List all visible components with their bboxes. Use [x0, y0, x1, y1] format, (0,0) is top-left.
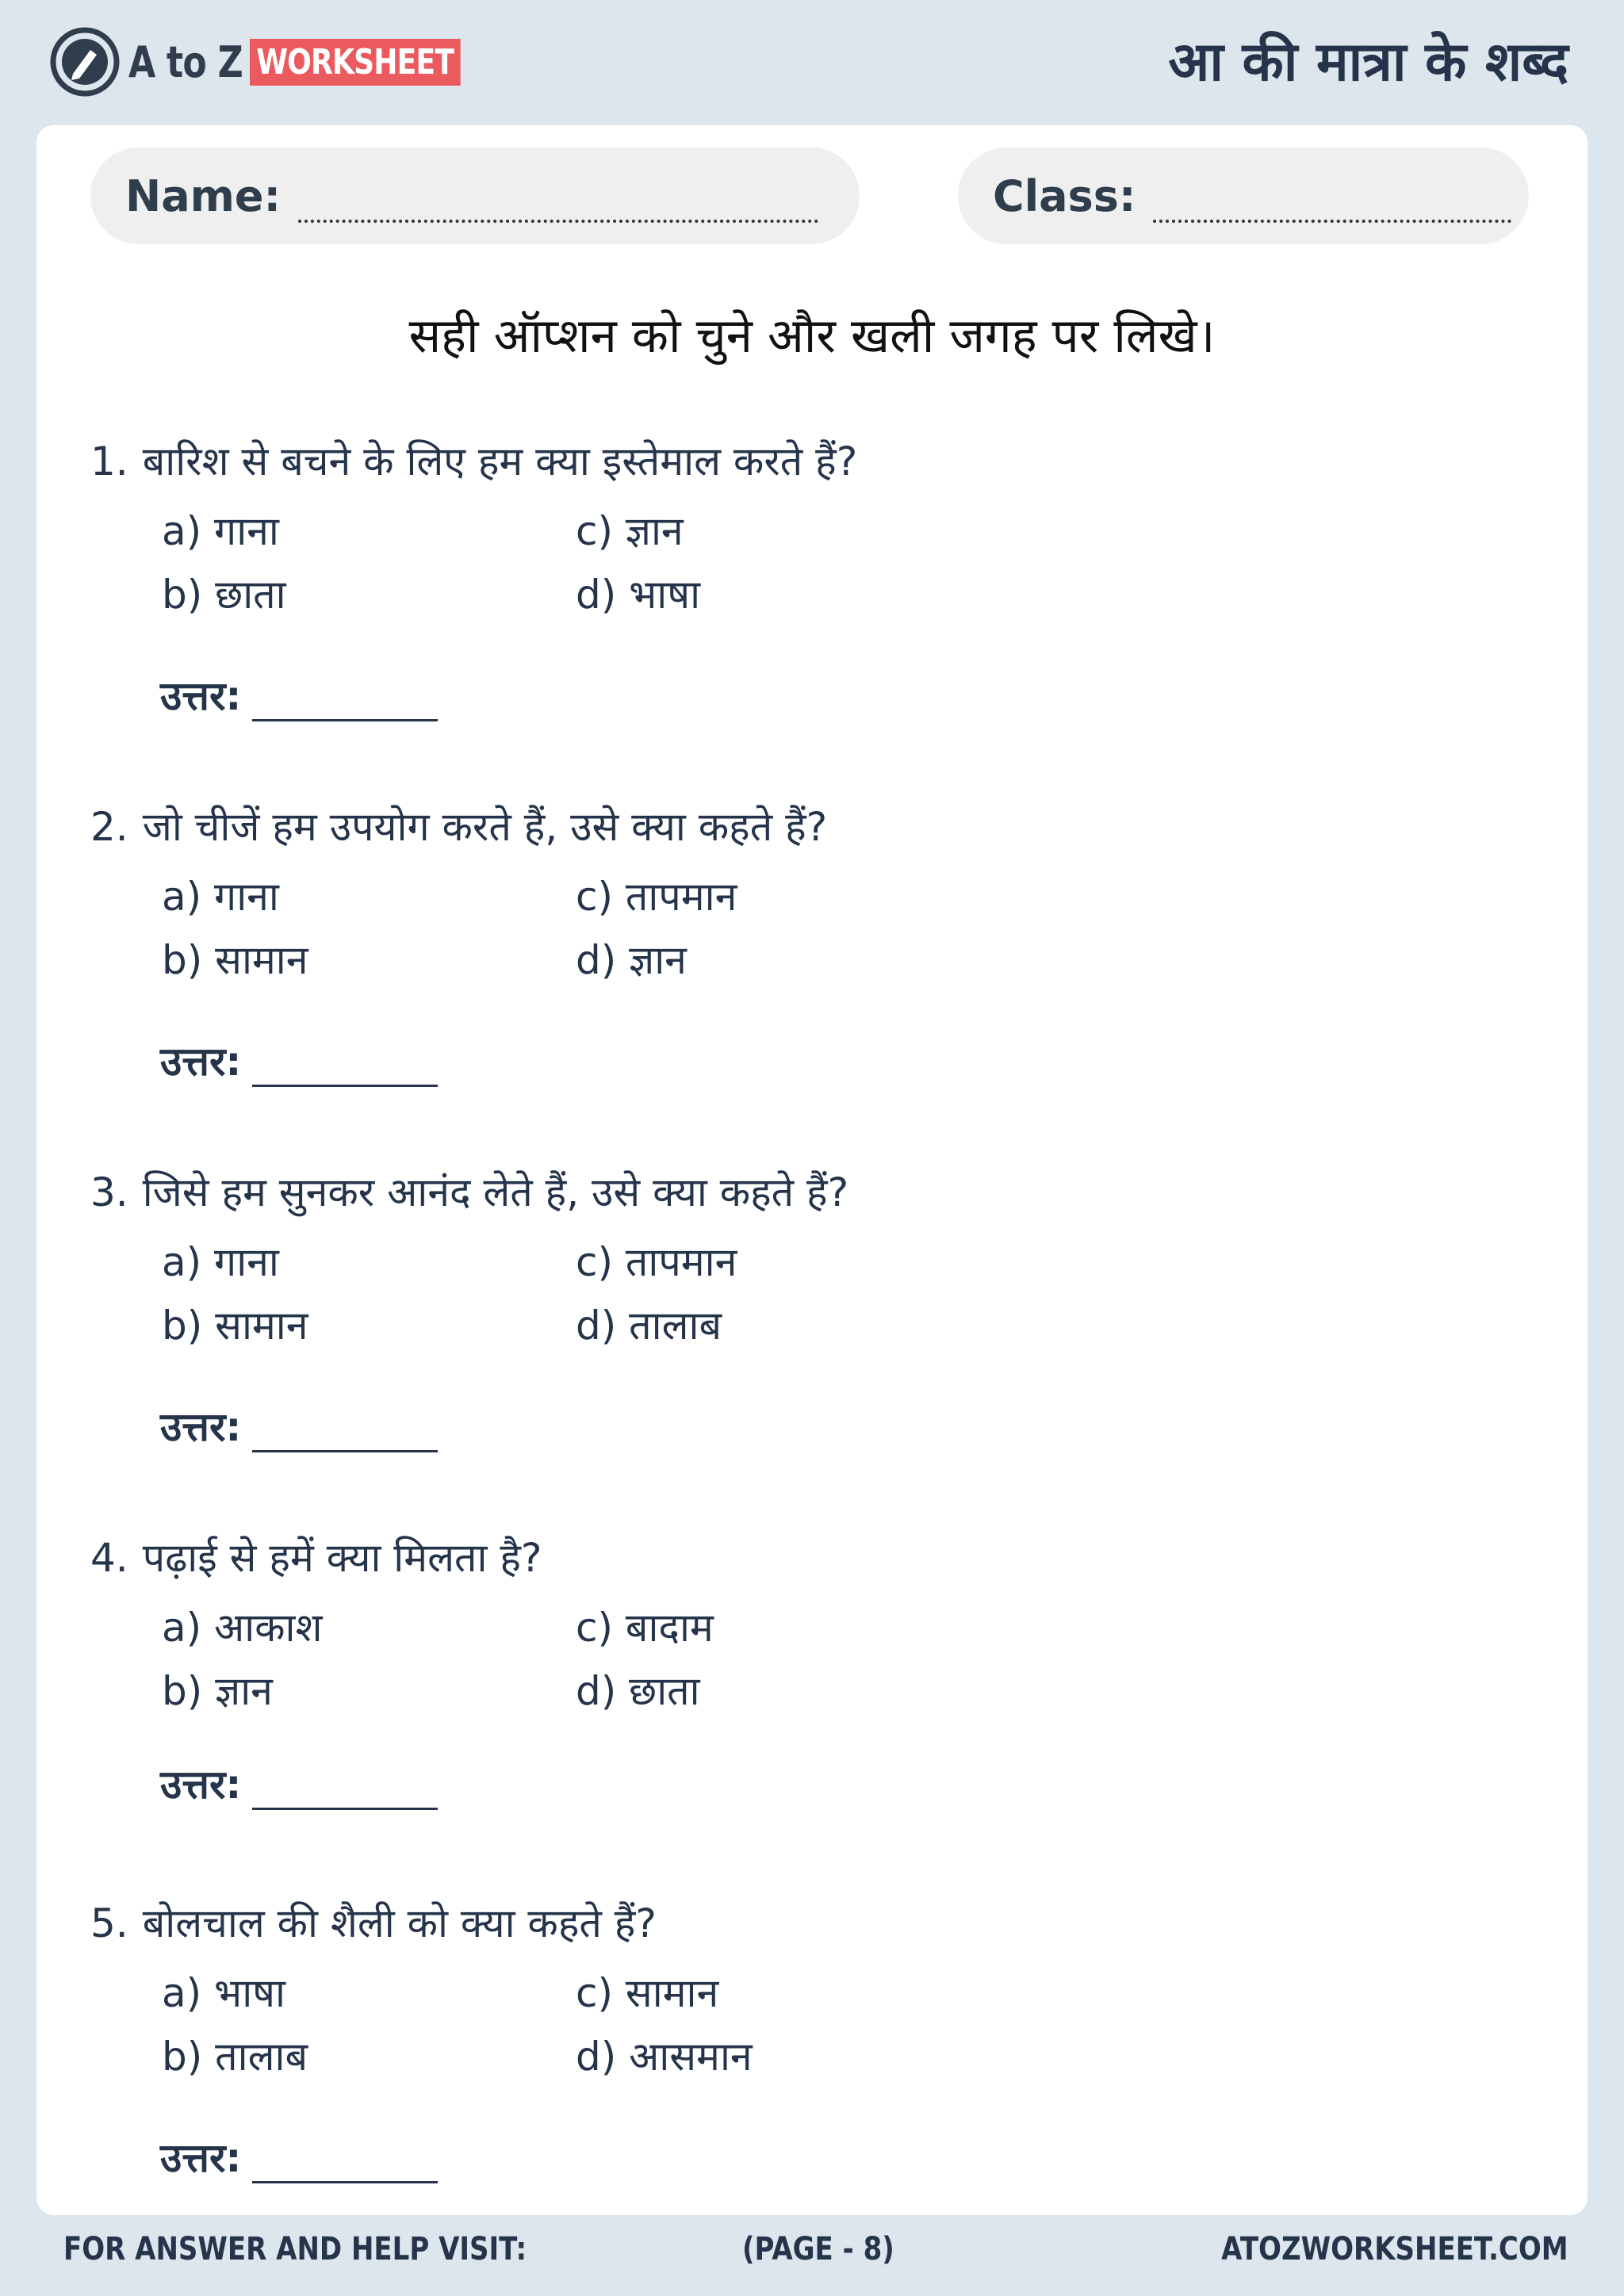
option-d: d) आसमान — [576, 2034, 753, 2080]
class-label: Class: — [993, 170, 1136, 221]
option-c: c) तापमान — [576, 874, 737, 920]
name-label: Name: — [125, 170, 282, 221]
class-input-line[interactable] — [1153, 185, 1511, 223]
answer-field[interactable]: उत्तर: — [160, 1399, 438, 1452]
question-text: 5. बोलचाल की शैली को क्या कहते हैं? — [90, 1900, 657, 1946]
answer-field[interactable]: उत्तर: — [160, 1756, 438, 1810]
option-a: a) गाना — [162, 508, 279, 554]
question-text: 1. बारिश से बचने के लिए हम क्या इस्तेमाल करते हैं? — [90, 438, 858, 484]
option-b: b) सामान — [162, 1303, 308, 1349]
logo-text: A to Z — [128, 36, 243, 87]
class-field[interactable] — [958, 147, 1529, 244]
option-d: d) छाता — [576, 1668, 700, 1714]
option-a: a) गाना — [162, 874, 279, 920]
question-2 — [36, 798, 1588, 1131]
footer-help-text: FOR ANSWER AND HELP VISIT: — [63, 2231, 527, 2267]
logo — [49, 25, 507, 98]
name-field[interactable] — [90, 147, 860, 244]
option-d: d) तालाब — [576, 1303, 722, 1349]
footer — [0, 2225, 1624, 2280]
website-link[interactable]: ATOZWORKSHEET.COM — [1221, 2231, 1568, 2267]
option-a: a) गाना — [162, 1239, 279, 1285]
option-b: b) छाता — [162, 572, 286, 618]
header — [0, 0, 1624, 125]
option-a: a) आकाश — [162, 1605, 323, 1651]
option-b: b) सामान — [162, 937, 308, 983]
logo-badge: WORKSHEET — [250, 39, 460, 86]
question-1 — [36, 433, 1588, 766]
pen-circle-logo-icon — [49, 26, 121, 98]
answer-field[interactable]: उत्तर: — [160, 668, 438, 721]
option-c: c) तापमान — [576, 1239, 737, 1285]
page-title: आ की मात्रा के शब्द — [1168, 31, 1568, 94]
answer-line[interactable] — [252, 687, 438, 721]
option-c: c) बादाम — [576, 1605, 714, 1651]
answer-line[interactable] — [252, 1418, 438, 1452]
option-d: d) भाषा — [576, 572, 701, 618]
question-text: 4. पढ़ाई से हमें क्या मिलता है? — [90, 1535, 542, 1581]
answer-line[interactable] — [252, 2149, 438, 2183]
answer-line[interactable] — [252, 1053, 438, 1087]
page-number: (PAGE - 8) — [742, 2231, 894, 2267]
worksheet-card — [36, 125, 1588, 2215]
option-c: c) सामान — [576, 1970, 719, 2016]
question-4 — [36, 1529, 1588, 1862]
option-d: d) ज्ञान — [576, 937, 687, 983]
option-b: b) तालाब — [162, 2034, 308, 2080]
answer-field[interactable]: उत्तर: — [160, 2130, 438, 2183]
answer-field[interactable]: उत्तर: — [160, 1033, 438, 1087]
answer-line[interactable] — [252, 1776, 438, 1810]
option-a: a) भाषा — [162, 1970, 285, 2016]
question-text: 3. जिसे हम सुनकर आनंद लेते हैं, उसे क्या कहते हैं? — [90, 1169, 849, 1215]
option-c: c) ज्ञान — [576, 508, 684, 554]
instruction: सही ऑप्शन को चुने और खली जगह पर लिखे। — [408, 308, 1216, 364]
option-b: b) ज्ञान — [162, 1668, 273, 1714]
question-text: 2. जो चीजें हम उपयोग करते हैं, उसे क्या कहते हैं? — [90, 804, 828, 850]
question-3 — [36, 1164, 1588, 1497]
question-5 — [36, 1895, 1588, 2228]
name-input-line[interactable] — [298, 185, 818, 223]
